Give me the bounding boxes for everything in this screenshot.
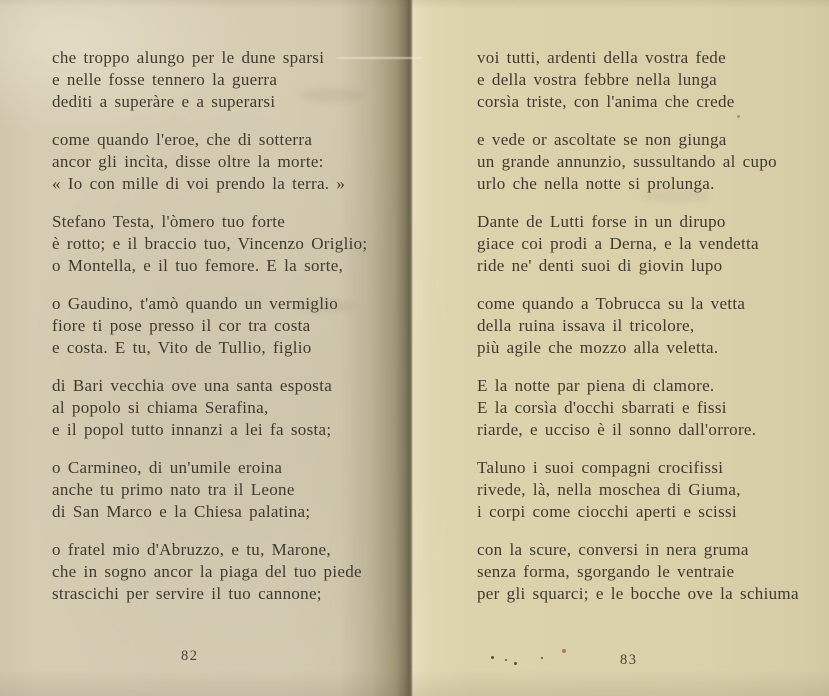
verse-line: e il popol tutto innanzi a lei fa sosta;: [52, 420, 332, 439]
verse-line: e vede or ascoltate se non giunga: [477, 130, 727, 149]
verse-line: voi tutti, ardenti della vostra fede: [477, 48, 726, 67]
verse-line: di San Marco e la Chiesa palatina;: [52, 502, 311, 521]
verse-line: strascichi per servire il tuo cannone;: [52, 584, 322, 603]
stanza: [52, 47, 367, 113]
verse-line: ride ne' denti suoi di giovin lupo: [477, 256, 723, 275]
verse-line: Stefano Testa, l'òmero tuo forte: [52, 212, 286, 231]
left-page: [0, 0, 372, 696]
stanza: [477, 211, 799, 277]
verse-line: più agile che mozzo alla veletta.: [477, 338, 719, 357]
stanza: [477, 375, 799, 441]
verse-line: con la scure, conversi in nera gruma: [477, 540, 749, 559]
verse-line: come quando a Tobrucca su la vetta: [477, 294, 746, 313]
stanza: [52, 457, 367, 523]
stanza: [477, 539, 799, 605]
verse-line: un grande annunzio, sussultando al cupo: [477, 152, 777, 171]
verse-line: al popolo si chiama Serafina,: [52, 398, 269, 417]
paper-speck: [541, 657, 543, 659]
poem-column-right: [477, 0, 799, 621]
verse-line: o Gaudino, t'amò quando un vermiglio: [52, 294, 339, 313]
verse-line: della ruina issava il tricolore,: [477, 316, 695, 335]
verse-line: riarde, e ucciso è il sonno dall'orrore.: [477, 420, 757, 439]
verse-line: o Carmineo, di un'umile eroina: [52, 458, 283, 477]
paper-speck: [514, 662, 517, 665]
verse-line: i corpi come ciocchi aperti e scissi: [477, 502, 737, 521]
verse-line: e della vostra febbre nella lunga: [477, 70, 717, 89]
show-through-smudge: [640, 190, 710, 202]
verse-line: e costa. E tu, Vito de Tullio, figlio: [52, 338, 312, 357]
stanza: [477, 129, 799, 195]
verse-line: dediti a superàre e a superarsi: [52, 92, 276, 111]
verse-line: giace coi prodi a Derna, e la vendetta: [477, 234, 759, 253]
verse-line: è rotto; e il braccio tuo, Vincenzo Origlio;: [52, 234, 368, 253]
stanza: [52, 539, 367, 605]
paper-speck: [737, 115, 740, 118]
paper-speck: [491, 656, 494, 659]
stanza: [52, 211, 367, 277]
verse-line: di Bari vecchia ove una santa esposta: [52, 376, 333, 395]
show-through-smudge: [296, 300, 354, 312]
verse-line: ancor gli incìta, disse oltre la morte:: [52, 152, 324, 171]
verse-line: « Io con mille di voi prendo la terra. »: [52, 174, 346, 193]
verse-line: per gli squarci; e le bocche ove la schiuma: [477, 584, 799, 603]
page-number-right: 83: [620, 652, 638, 668]
verse-line: o fratel mio d'Abruzzo, e tu, Marone,: [52, 540, 331, 559]
paper-speck: [562, 649, 566, 653]
verse-line: E la notte par piena di clamore.: [477, 376, 715, 395]
paper-speck: [505, 659, 507, 661]
verse-line: corsìa triste, con l'anima che crede: [477, 92, 735, 111]
verse-line: che troppo alungo per le dune sparsi: [52, 48, 325, 67]
verse-line: Dante de Lutti forse in un dirupo: [477, 212, 726, 231]
page-number-left: 82: [181, 648, 199, 664]
stanza: [477, 457, 799, 523]
verse-line: come quando l'eroe, che di sotterra: [52, 130, 313, 149]
stanza: [477, 293, 799, 359]
verse-line: che in sogno ancor la piaga del tuo piede: [52, 562, 362, 581]
verse-line: Taluno i suoi compagni crocifissi: [477, 458, 724, 477]
show-through-smudge: [300, 88, 364, 102]
verse-line: o Montella, e il tuo femore. E la sorte,: [52, 256, 344, 275]
verse-line: E la corsìa d'occhi sbarrati e fissi: [477, 398, 727, 417]
stanza: [477, 47, 799, 113]
verse-line: urlo che nella notte si prolunga.: [477, 174, 715, 193]
right-page: [411, 0, 829, 696]
stanza: [52, 375, 367, 441]
verse-line: anche tu primo nato tra il Leone: [52, 480, 295, 499]
verse-line: senza forma, sgorgando le ventraie: [477, 562, 735, 581]
verse-line: e nelle fosse tennero la guerra: [52, 70, 278, 89]
verse-line: fiore ti pose presso il cor tra costa: [52, 316, 311, 335]
stanza: [52, 129, 367, 195]
verse-line: rivede, là, nella moschea di Giuma,: [477, 480, 741, 499]
